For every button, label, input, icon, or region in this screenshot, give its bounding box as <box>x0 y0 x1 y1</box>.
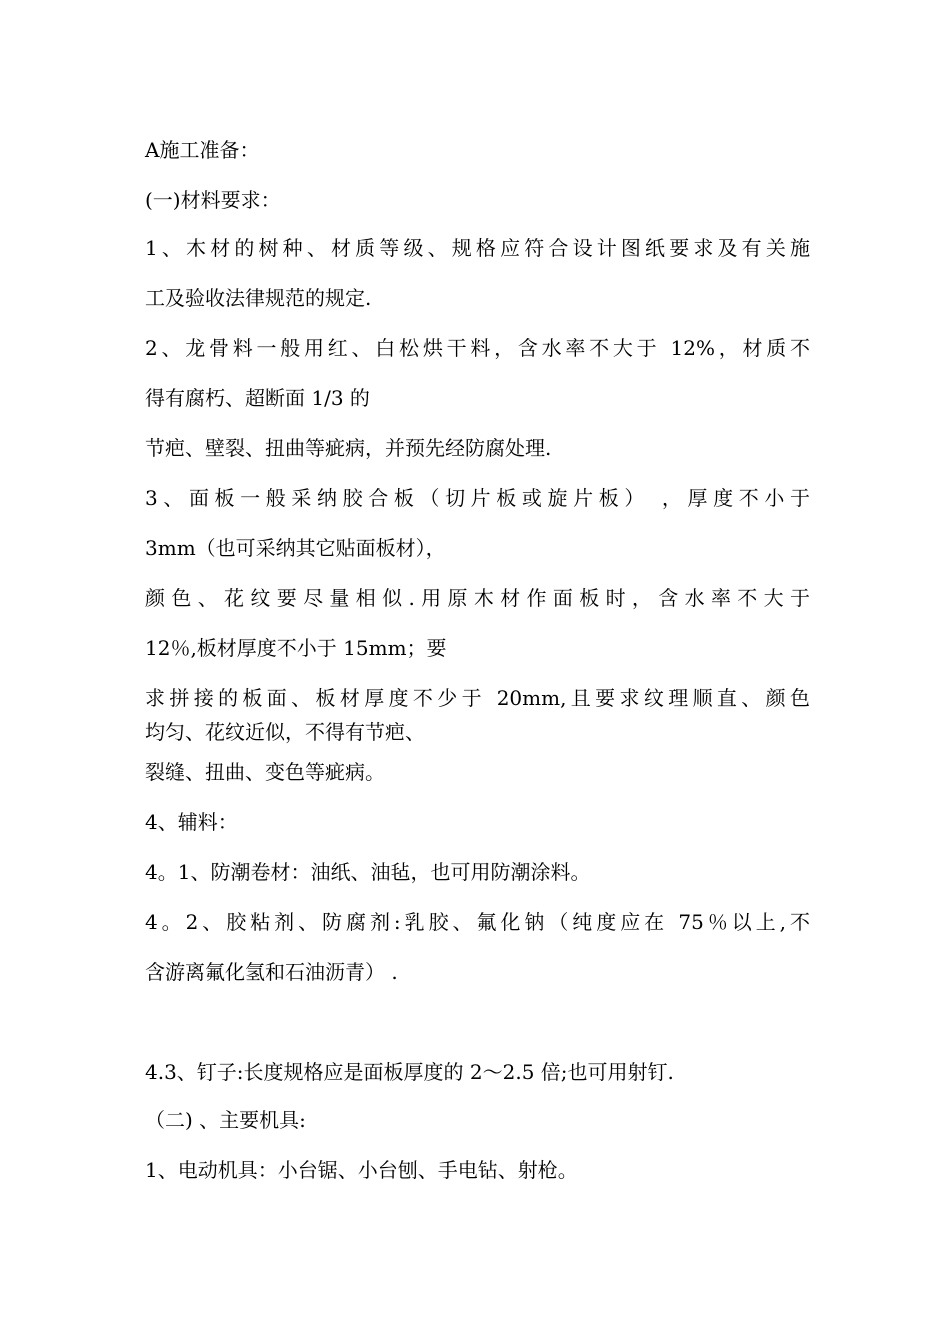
text-line: 工及验收法律规范的规定. <box>145 286 372 310</box>
heading-main-tools: （二) 、主要机具: <box>145 1108 306 1132</box>
text-line: 12％,板材厚度不小于 15mm；要 <box>145 636 447 660</box>
heading-construction-prep: A施工准备： <box>145 138 260 162</box>
heading-auxiliary-materials: 4、辅料： <box>145 810 238 834</box>
text-line: 4.3、钉子:长度规格应是面板厚度的 2～2.5 倍;也可用射钉. <box>145 1060 674 1084</box>
text-line: 2、龙骨料一般用红、白松烘干料，含水率不大于 12%，材质不 <box>145 336 810 360</box>
text-line: 3、面板一般采纳胶合板（切片板或旋片板） ，厚度不小于 <box>145 486 810 510</box>
text-line: 求拼接的板面、板材厚度不少于 20mm,且要求纹理顺直、颜色 <box>145 686 810 710</box>
text-line: 裂缝、扭曲、变色等疵病。 <box>145 760 385 784</box>
text-line: 3mm（也可采纳其它贴面板材）， <box>145 536 446 560</box>
text-line: 节疤、壁裂、扭曲等疵病，并预先经防腐处理. <box>145 436 552 460</box>
text-line: 4。1、防潮卷材：油纸、油毡，也可用防潮涂料。 <box>145 860 591 884</box>
text-line: 得有腐朽、超断面 1/3 的 <box>145 386 370 410</box>
text-line: 1、电动机具：小台锯、小台刨、手电钻、射枪。 <box>145 1158 578 1182</box>
text-line: 4。2、胶粘剂、防腐剂:乳胶、氟化钠（纯度应在 75％以上,不 <box>145 910 810 934</box>
text-line: 颜色、花纹要尽量相似.用原木材作面板时，含水率不大于 <box>145 586 810 610</box>
text-line: 均匀、花纹近似，不得有节疤、 <box>145 720 425 744</box>
heading-material-requirements: (一)材料要求： <box>145 188 281 212</box>
text-line: 含游离氟化氢和石油沥青） . <box>145 960 398 984</box>
text-line: 1、木材的树种、材质等级、规格应符合设计图纸要求及有关施 <box>145 236 810 260</box>
